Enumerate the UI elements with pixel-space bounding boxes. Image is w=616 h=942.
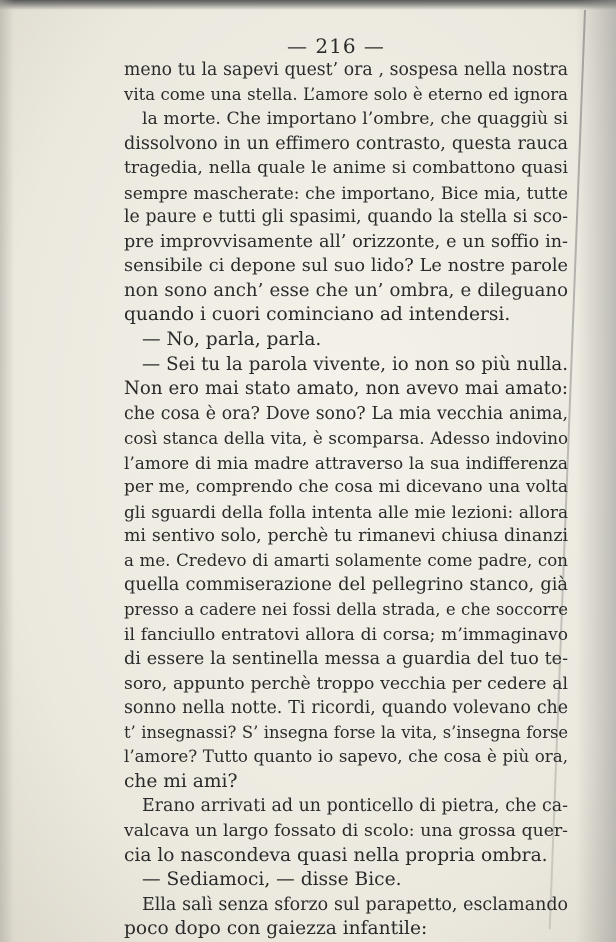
text-line: — Sei tu la parola vivente, io non so più nulla.	[142, 353, 568, 375]
text-line: l’amore? Tutto quanto io sapevo, che cosa è più ora,	[124, 747, 568, 767]
text-line: mi sentivo solo, perchè tu rimanevi chiusa dinanzi	[124, 526, 568, 547]
text-line: Non ero mai stato amato, non avevo mai amato:	[124, 378, 568, 400]
text-line: — No, parla, parla.	[142, 329, 322, 351]
text-line: t’ insegnassi? S’ insegna forse la vita, s’insegna forse	[124, 722, 568, 742]
text-line: il fanciullo entratovi allora di corsa; m’immaginavo	[124, 624, 568, 645]
page-gutter-shadow	[0, 0, 14, 942]
text-line: che mi ami?	[124, 770, 238, 792]
text-line: per me, comprendo che cosa mi dicevano una volta	[124, 477, 568, 498]
text-line: sonno nella notte. Ti ricordi, quando volevano che	[124, 698, 568, 719]
text-line: sensibile ci depone sul suo lido? Le nostre parole	[124, 256, 568, 277]
text-line: quella commiserazione del pellegrino stanco, già	[124, 574, 568, 596]
page-top-edge	[0, 0, 616, 10]
text-line: cia lo nascondeva quasi nella propria ombra.	[124, 844, 548, 866]
text-line: presso a cadere nei fossi della strada, e che soccorre	[124, 600, 568, 620]
body-text	[124, 58, 568, 942]
text-line: a me. Credevo di amarti solamente come padre, con	[124, 550, 568, 570]
text-line: non sono anch’ esse che un’ ombra, e dileguano	[124, 279, 568, 301]
text-line: che cosa è ora? Dove sono? La mia vecchia anima,	[124, 403, 568, 424]
text-line: sempre mascherate: che importano, Bice mia, tutte	[124, 182, 568, 203]
page-edge-shadow	[576, 0, 616, 942]
page-number: — 216 —	[287, 34, 385, 58]
text-line: pre improvvisamente all’ orizzonte, e un soffio in-	[124, 231, 568, 252]
text-line: così stanca della vita, è scomparsa. Adesso indovino	[124, 428, 568, 449]
text-line: Erano arrivati ad un ponticello di pietra, che ca-	[142, 796, 568, 817]
text-line: meno tu la sapevi quest’ ora ‚ sospesa nella nostra	[124, 60, 568, 80]
text-line: tragedia, nella quale le anime si combattono quasi	[124, 158, 568, 179]
text-line: l’amore di mia madre attraverso la sua indifferenza	[124, 452, 568, 473]
text-line: soro, appunto perchè troppo vecchia per cedere al	[124, 673, 568, 694]
text-line: di essere la sentinella messa a guardia del tuo te-	[124, 649, 568, 670]
text-line: la morte. Che importano l’ombre, che quaggiù si	[142, 109, 568, 130]
text-line: Ella salì senza sforzo sul parapetto, esclamando	[142, 894, 568, 915]
text-line: poco dopo con gaiezza infantile:	[124, 918, 428, 940]
text-line: dissolvono in un effimero contrasto, questa rauca	[124, 133, 568, 154]
text-line: le paure e tutti gli spasimi, quando la stella si sco-	[124, 207, 568, 228]
text-line: vita come una stella. L’amore solo è eterno ed ignora	[124, 84, 568, 104]
text-line: — Sediamoci, — disse Bice.	[142, 869, 402, 891]
text-line: valcava un largo fossato di scolo: una grossa quer-	[124, 820, 568, 841]
text-line: gli sguardi della folla intenta alle mie lezioni: allora	[124, 501, 568, 522]
text-line: quando i cuori cominciano ad intendersi.	[124, 304, 511, 326]
